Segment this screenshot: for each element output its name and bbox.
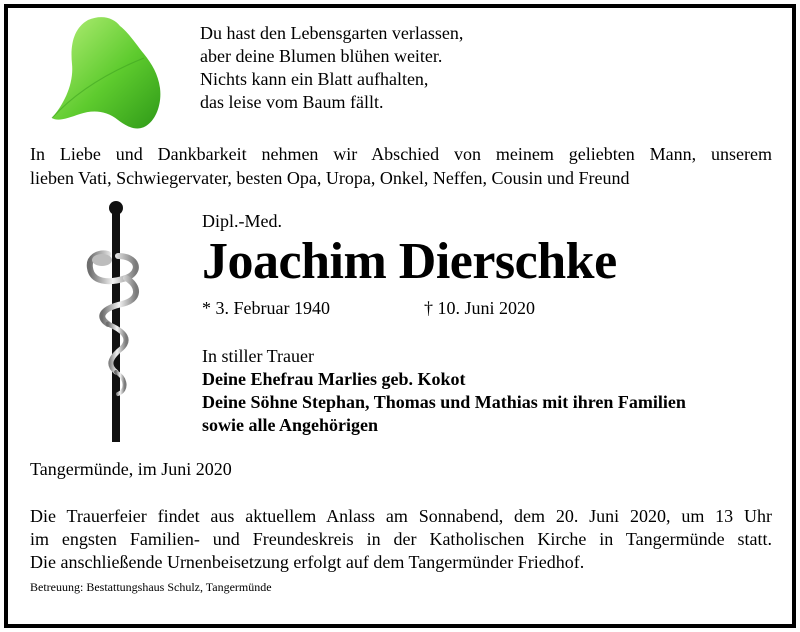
rod-of-asclepius-icon — [78, 198, 148, 446]
ginkgo-leaf-icon — [44, 14, 164, 134]
mourner-line: sowie alle Angehörigen — [202, 415, 378, 435]
notice-line: Die anschließende Urnenbeisetzung erfolgt auf dem Tangermünder Friedhof. — [30, 552, 585, 572]
birth-date: * 3. Februar 1940 — [202, 298, 330, 318]
deceased-name: Joachim Dierschke — [202, 233, 617, 290]
notice-line: im engsten Familien- und Freundeskreis in der Katholischen Kirche in Tangermünde statt. — [30, 529, 772, 549]
notice-line: Die Trauerfeier findet aus aktuellem Anlass am Sonnabend, dem 20. Juni 2020, um 13 Uhr — [30, 506, 772, 526]
mourners-heading: In stiller Trauer — [202, 346, 314, 366]
poem-line: Nichts kann ein Blatt aufhalten, — [200, 69, 429, 89]
intro-line: lieben Vati, Schwiegervater, besten Opa, Uropa, Onkel, Neffen, Cousin und Freund — [30, 168, 630, 188]
funeral-home-credit: Betreuung: Bestattungshaus Schulz, Tangermünde — [30, 580, 272, 594]
mourner-line: Deine Ehefrau Marlies geb. Kokot — [202, 369, 466, 389]
place-date: Tangermünde, im Juni 2020 — [30, 459, 232, 479]
intro-line: In Liebe und Dankbarkeit nehmen wir Abschied von meinem geliebten Mann, unserem — [30, 144, 772, 164]
mourner-line: Deine Söhne Stephan, Thomas und Mathias mit ihren Familien — [202, 392, 686, 412]
poem-line: Du hast den Lebensgarten verlassen, — [200, 23, 464, 43]
mourners-block — [202, 345, 686, 437]
poem-line: das leise vom Baum fällt. — [200, 92, 384, 112]
death-date: † 10. Juni 2020 — [424, 298, 536, 318]
funeral-notice — [30, 505, 772, 574]
poem — [200, 22, 463, 114]
poem-line: aber deine Blumen blühen weiter. — [200, 46, 443, 66]
academic-title: Dipl.-Med. — [202, 211, 282, 231]
intro-text — [30, 142, 772, 190]
